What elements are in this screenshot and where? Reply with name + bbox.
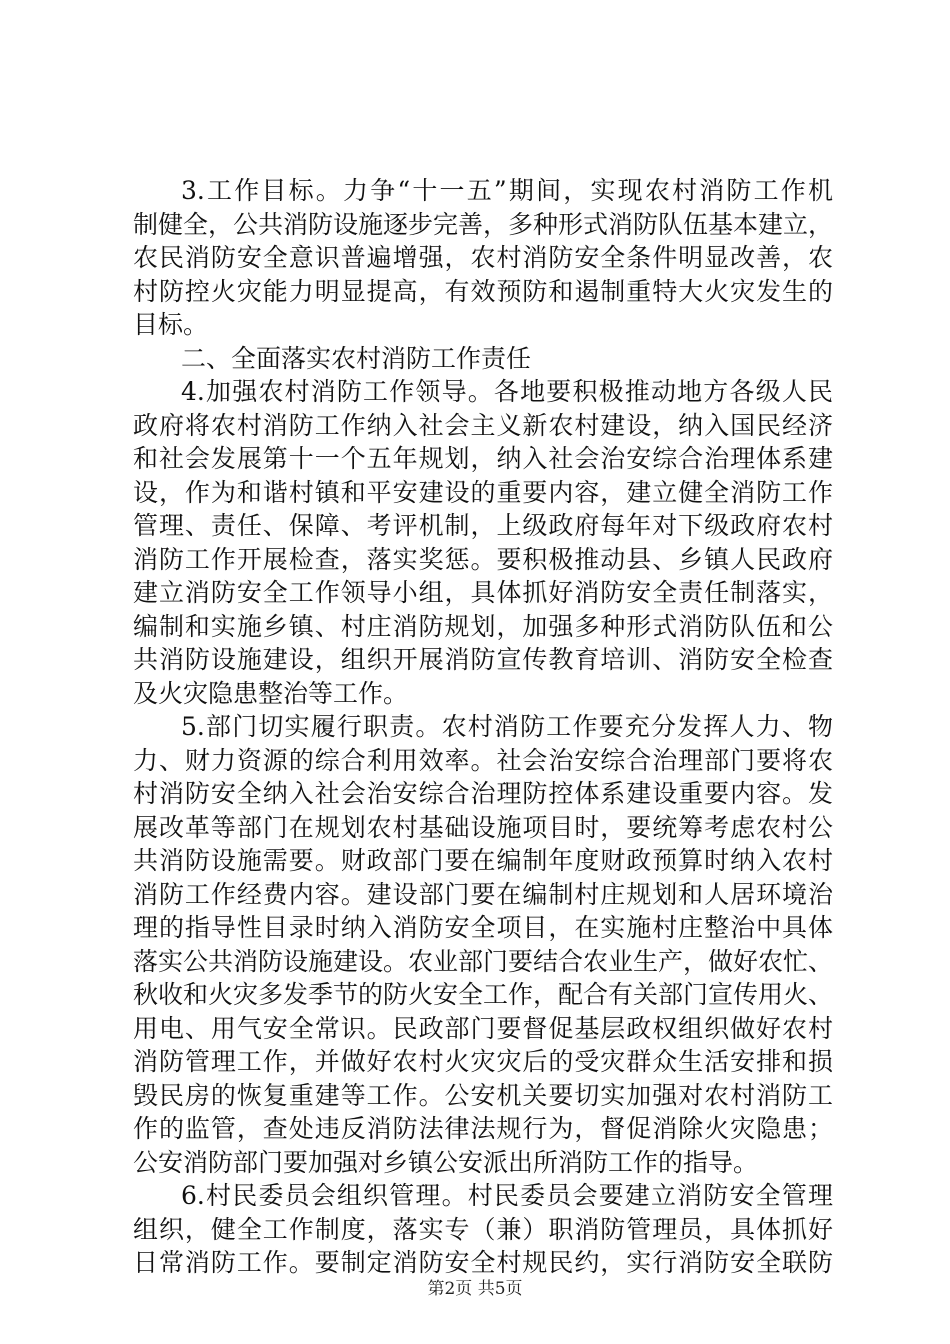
text-line: 毁民房的恢复重建等工作。公安机关要切实加强对农村消防工 [133,1080,833,1110]
text-line: 理的指导性目录时纳入消防安全项目，在实施村庄整治中具体 [133,913,833,942]
page-number-footer: 第2页 共5页 [427,1279,523,1299]
text-line: 5.部门切实履行职责。农村消防工作要充分发挥人力、物 [181,712,833,741]
text-line: 管理、责任、保障、考评机制，上级政府每年对下级政府农村 [133,511,833,540]
text-line: 4.加强农村消防工作领导。各地要积极推动地方各级人民 [181,377,833,406]
text-line: 展改革等部门在规划农村基础设施项目时，要统筹考虑农村公 [133,812,833,842]
text-line: 和社会发展第十一个五年规划，纳入社会治安综合治理体系建 [133,444,833,473]
text-line: 消防工作经费内容。建设部门要在编制村庄规划和人居环境治 [133,879,833,909]
text-line: 设，作为和谐村镇和平安建设的重要内容，建立健全消防工作 [133,477,833,507]
text-line: 共消防设施需要。财政部门要在编制年度财政预算时纳入农村 [133,846,833,875]
text-line: 6.村民委员会组织管理。村民委员会要建立消防安全管理 [181,1181,833,1210]
text-line: 消防工作开展检查，落实奖惩。要积极推动县、乡镇人民政府 [133,544,833,574]
text-line: 目标。 [133,310,209,339]
text-line: 村消防安全纳入社会治安综合治理防控体系建设重要内容。发 [133,779,833,808]
text-line: 3.工作目标。力争“十一五”期间，实现农村消防工作机 [181,176,833,205]
text-line: 二、全面落实农村消防工作责任 [181,343,532,373]
text-line: 力、财力资源的综合利用效率。社会治安综合治理部门要将农 [133,745,833,775]
text-line: 日常消防工作。要制定消防安全村规民约，实行消防安全联防 [133,1248,833,1277]
text-line: 共消防设施建设，组织开展消防宣传教育培训、消防安全检查 [133,645,833,674]
text-line: 作的监管，查处违反消防法律法规行为，督促消除火灾隐患； [133,1114,833,1143]
text-line: 组织，健全工作制度，落实专（兼）职消防管理员，具体抓好 [133,1214,833,1244]
text-line: 消防管理工作，并做好农村火灾灾后的受灾群众生活安排和损 [133,1047,833,1076]
text-line: 编制和实施乡镇、村庄消防规划，加强多种形式消防队伍和公 [133,611,833,641]
text-line: 村防控火灾能力明显提高，有效预防和遏制重特大火灾发生的 [133,276,833,306]
text-line: 秋收和火灾多发季节的防火安全工作，配合有关部门宣传用火、 [133,980,833,1009]
text-line: 制健全，公共消防设施逐步完善，多种形式消防队伍基本建立， [133,209,833,239]
text-line: 建立消防安全工作领导小组，具体抓好消防安全责任制落实， [133,578,833,607]
text-line: 落实公共消防设施建设。农业部门要结合农业生产，做好农忙、 [133,946,833,976]
text-line: 农民消防安全意识普遍增强，农村消防安全条件明显改善，农 [133,243,833,272]
text-line: 及火灾隐患整治等工作。 [133,678,409,708]
text-line: 公安消防部门要加强对乡镇公安派出所消防工作的指导。 [133,1147,759,1177]
text-line: 用电、用气安全常识。民政部门要督促基层政权组织做好农村 [133,1013,833,1043]
text-line: 政府将农村消防工作纳入社会主义新农村建设，纳入国民经济 [133,410,833,440]
document-body [133,174,833,1280]
